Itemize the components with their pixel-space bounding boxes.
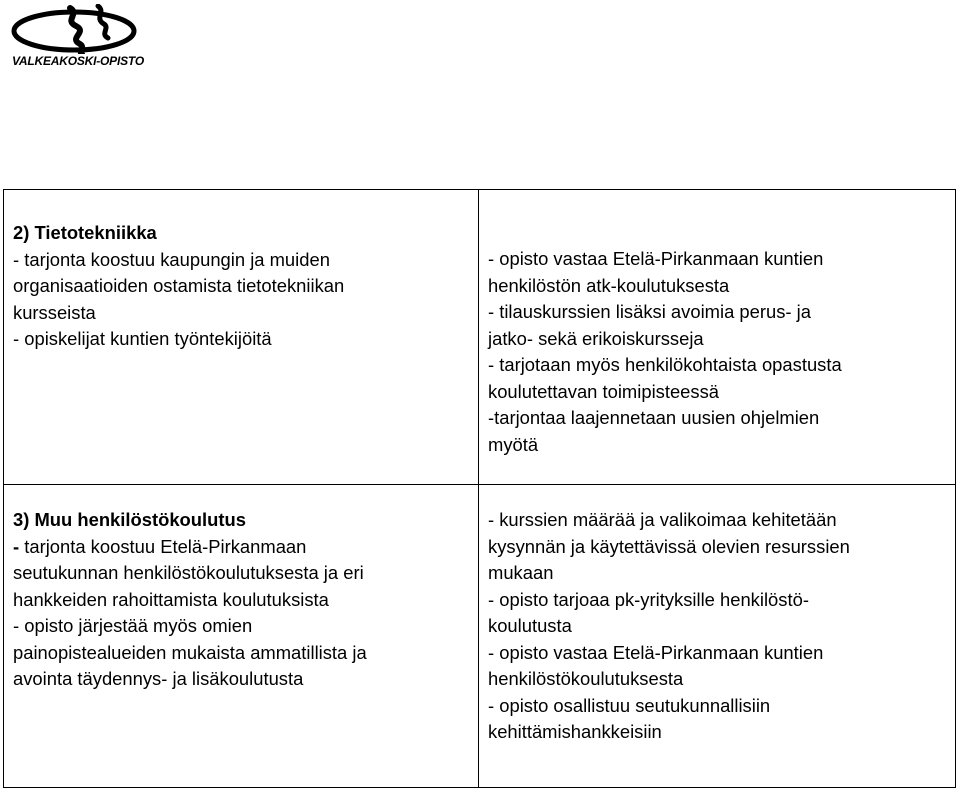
text-line: mukaan <box>488 562 554 583</box>
row2-right-cell <box>479 485 956 788</box>
text-line: - tarjotaan myös henkilökohtaista opastusta <box>488 354 842 375</box>
text-line: -tarjontaa laajennetaan uusien ohjelmien <box>488 407 820 428</box>
text-line: koulutettavan toimipisteessä <box>488 380 720 402</box>
text-line: - kurssien määrää ja valikoimaa kehitetään <box>488 509 837 530</box>
text-line: - tilauskurssien lisäksi avoimia perus- ja <box>488 301 811 322</box>
text-line: - opisto järjestää myös omien <box>13 615 253 636</box>
text-line: - opisto tarjoaa pk-yrityksille henkilöstö- <box>488 588 809 610</box>
text-line: hankkeiden rahoittamista koulutuksista <box>13 588 329 610</box>
content-table <box>3 189 956 788</box>
text-line: henkilöstökoulutuksesta <box>488 668 684 689</box>
fish-oval-logo-icon <box>10 4 140 54</box>
text-line: - opisto vastaa Etelä-Pirkanmaan kuntien <box>488 248 824 269</box>
text-line: painopistealueiden mukaista ammatillista ja <box>13 641 367 663</box>
text-line: - tarjonta koostuu kaupungin ja muiden <box>13 248 330 270</box>
text-line: - opisto vastaa Etelä-Pirkanmaan kuntien <box>488 641 824 663</box>
text-line: jatko- sekä erikoiskursseja <box>488 327 704 349</box>
table-row <box>4 190 956 485</box>
logo <box>10 4 144 70</box>
row2-left-cell <box>4 485 479 788</box>
text-line: henkilöstön atk-koulutuksesta <box>488 274 730 296</box>
text-line: avointa täydennys- ja lisäkoulutusta <box>13 668 304 689</box>
section-heading: 2) Tietotekniikka <box>13 222 157 243</box>
text-line: kursseista <box>13 301 96 323</box>
text-line: myötä <box>488 433 539 455</box>
text-line: organisaatioiden ostamista tietotekniikan <box>13 275 345 296</box>
row1-right-cell <box>479 190 956 485</box>
text-line: kehittämishankkeisiin <box>488 721 662 742</box>
bold-dash: - <box>13 535 20 557</box>
section-heading: 3) Muu henkilöstökoulutus <box>13 509 246 530</box>
text-line: seutukunnan henkilöstökoulutuksesta ja eri <box>13 562 364 583</box>
text-line: - opiskelijat kuntien työntekijöitä <box>13 328 272 349</box>
logo-text: VALKEAKOSKI-OPISTO <box>12 54 144 68</box>
text-line: koulutusta <box>488 615 572 636</box>
text-line: - opisto osallistuu seutukunnallisiin <box>488 694 771 716</box>
text-line: kysynnän ja käytettävissä olevien resurssien <box>488 535 850 557</box>
row1-left-cell <box>4 190 479 485</box>
table-row <box>4 485 956 788</box>
text-line <box>13 534 472 561</box>
text-line-rest: tarjonta koostuu Etelä-Pirkanmaan <box>19 535 307 557</box>
